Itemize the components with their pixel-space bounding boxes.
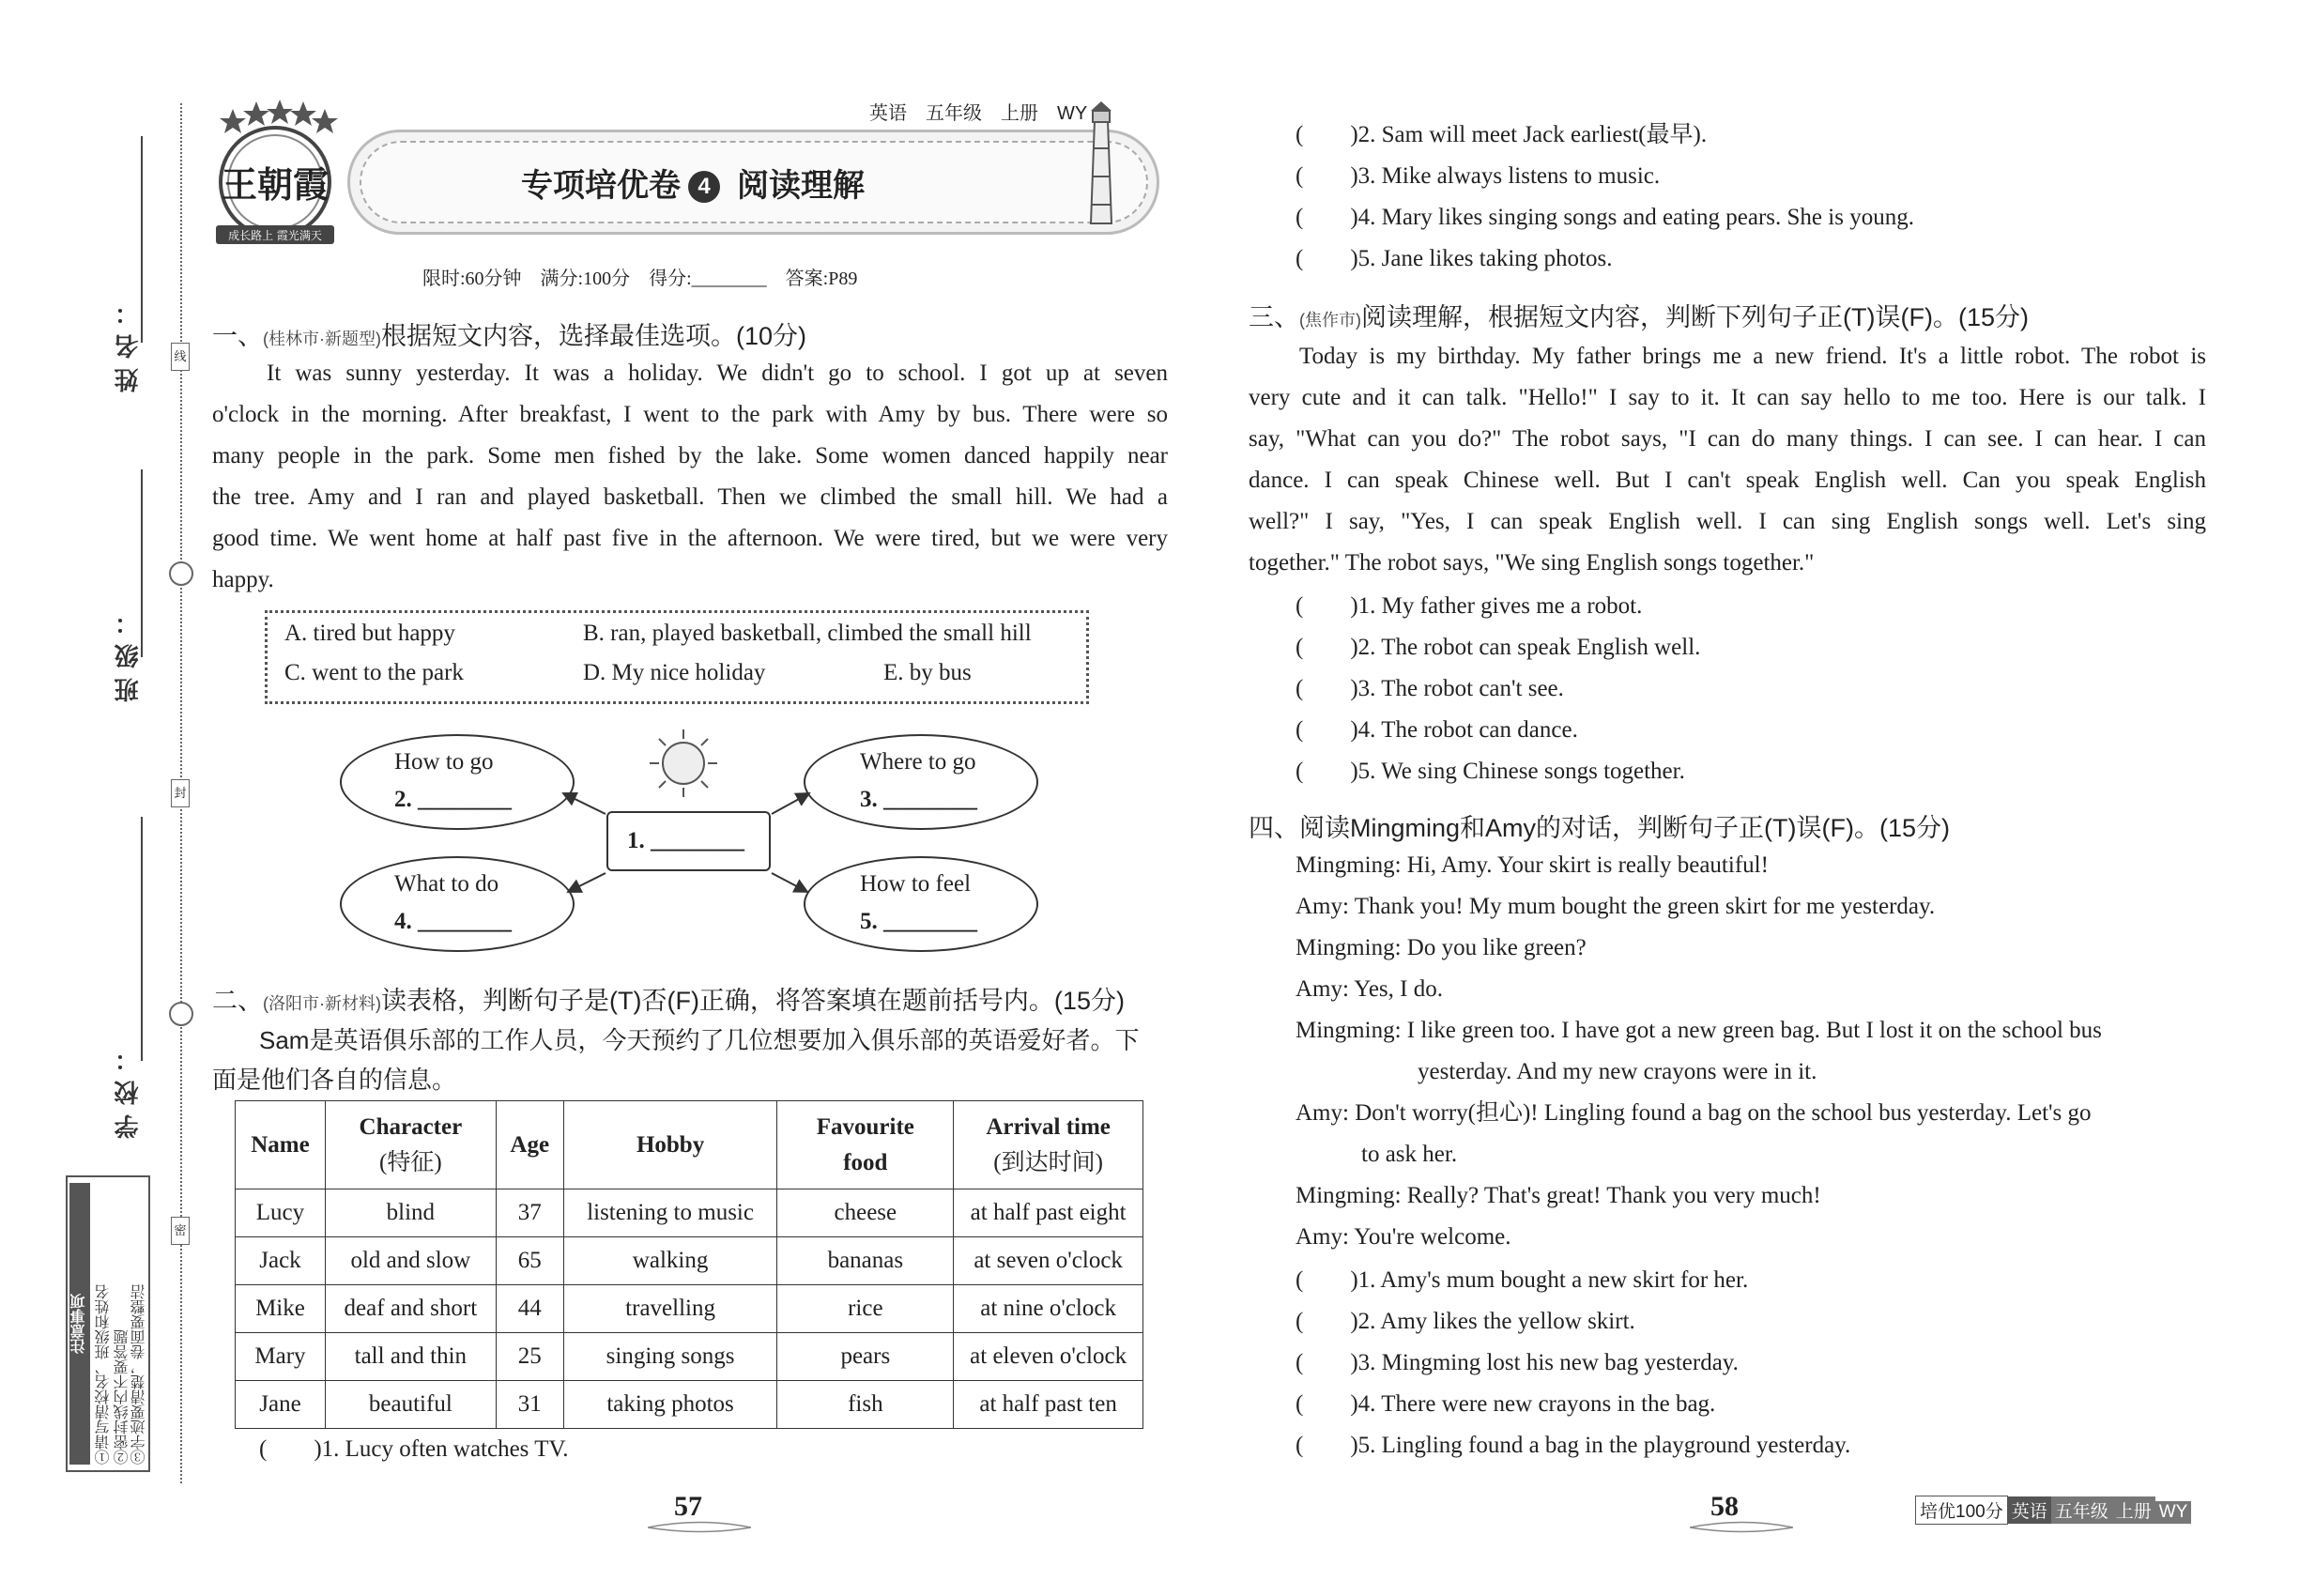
header-food-1: Favourite — [816, 1113, 914, 1140]
section2-heading — [212, 980, 1125, 1017]
footer-tag-edition: WY — [2155, 1501, 2192, 1524]
dialogue-line: Amy: Yes, I do. — [1296, 976, 1443, 1002]
s4-question-3[interactable]: ( )3. Mingming lost his new bag yesterday. — [1296, 1350, 1739, 1375]
option-d: D. My nice holiday — [583, 660, 766, 685]
how-to-go-label: How to go — [394, 749, 494, 775]
cell: fish — [777, 1381, 954, 1429]
subject-line: 英语 五年级 上册 WY — [869, 103, 1088, 124]
section2-intro-1: Sam是英语俱乐部的工作人员，今天预约了几位想要加入俱乐部的英语爱好者。下 — [259, 1026, 1140, 1054]
blank-4[interactable]: 4. ________ — [394, 909, 512, 934]
title-prefix: 专项培优卷 — [521, 168, 681, 204]
cell: old and slow — [325, 1237, 496, 1285]
note-3: ③字迹要清楚，卷面要整洁 — [131, 1284, 147, 1465]
notes-box — [66, 1175, 150, 1472]
brand-logo — [205, 96, 345, 246]
dialogue-line: to ask her. — [1361, 1142, 1458, 1167]
cell: bananas — [777, 1237, 954, 1285]
header-character-zh: (特征) — [379, 1149, 442, 1175]
table-row — [236, 1333, 1143, 1381]
school-label: 学校： — [115, 1037, 142, 1139]
passage-line: together." The robot says, "We sing English songs together." — [1249, 550, 1815, 575]
s2-questions-continued — [1296, 115, 1914, 280]
page-number-right: 58 — [1710, 1491, 1739, 1522]
cell: Jack — [236, 1237, 326, 1285]
passage-line: well?" I say, "Yes, I can speak English well. I can sing English songs well. Let's sing — [1249, 509, 2206, 534]
option-e: E. by bus — [883, 660, 972, 685]
section2-instruction: 读表格，判断句子是(T)否(F)正确，将答案填在题前括号内。(15分) — [380, 987, 1125, 1015]
section2-number: 二、 — [212, 987, 263, 1015]
s2-question-5[interactable]: ( )5. Jane likes taking photos. — [1296, 246, 1613, 271]
section1-passage — [212, 353, 1168, 601]
section3-number: 三、 — [1249, 303, 1299, 331]
oval-what-to-do — [340, 856, 575, 952]
passage-line: say, "What can you do?" The robot says, "I can do many things. I can see. I can hear. I can — [1249, 426, 2206, 452]
header-character-en: Character — [359, 1113, 463, 1140]
binding-hole-icon — [169, 561, 193, 586]
header-age: Age — [496, 1101, 563, 1189]
cell: Mary — [236, 1333, 326, 1381]
cell: deaf and short — [325, 1285, 496, 1333]
section4-instruction: 阅读Mingming和Amy的对话，判断句子正(T)误(F)。(15分) — [1299, 814, 1951, 842]
header-name: Name — [236, 1101, 326, 1189]
footer-tag-series: 培优100分 — [1915, 1496, 2008, 1525]
oval-where-to-go — [804, 734, 1038, 830]
table-row — [236, 1285, 1143, 1333]
exam-info-line: 限时:60分钟 满分:100分 得分:________ 答案:P89 — [422, 269, 858, 289]
cell: travelling — [563, 1285, 777, 1333]
s3-question-2[interactable]: ( )2. The robot can speak English well. — [1296, 635, 1701, 660]
section1-tag: (桂林市·新题型) — [263, 330, 381, 348]
passage-line: the tree. Amy and I ran and played basketball. Then we climbed the small hill. We had a — [212, 484, 1168, 510]
class-label: 班级： — [115, 601, 142, 702]
dialogue-line: Mingming: I like green too. I have got a new green bag. But I lost it on the school bus — [1296, 1018, 2102, 1043]
passage-line: good time. We went home at half past five in the afternoon. We were tired, but we were very — [212, 526, 1168, 551]
cell: walking — [563, 1237, 777, 1285]
cell: at half past ten — [954, 1381, 1143, 1429]
cell: singing songs — [563, 1333, 777, 1381]
seal-mark-mi: 密 — [171, 1217, 190, 1245]
section4-questions — [1296, 1260, 1850, 1466]
page-number-left: 57 — [674, 1491, 702, 1522]
section1-number: 一、 — [212, 322, 263, 350]
where-to-go-label: Where to go — [860, 749, 976, 775]
section3-instruction: 阅读理解，根据短文内容，判断下列句子正(T)误(F)。(15分) — [1361, 303, 2029, 331]
s3-question-1[interactable]: ( )1. My father gives me a robot. — [1296, 593, 1643, 619]
blank-3[interactable]: 3. ________ — [860, 787, 977, 812]
cell: rice — [777, 1285, 954, 1333]
oval-how-to-feel — [804, 856, 1038, 952]
cell: 37 — [496, 1189, 563, 1237]
table-row — [236, 1381, 1143, 1429]
section3-tag: (焦作市) — [1299, 311, 1361, 330]
how-to-feel-label: How to feel — [860, 871, 972, 897]
section4-number: 四、 — [1249, 814, 1299, 842]
binding-hole-icon — [169, 1002, 193, 1026]
section2-tag: (洛阳市·新材料) — [263, 994, 381, 1013]
header-character — [325, 1101, 496, 1189]
passage-line: very cute and it can talk. "Hello!" I say to it. It can say hello to me too. Here is our talk. I — [1249, 385, 2206, 410]
footer-series-tag — [1915, 1496, 2191, 1525]
lighthouse-icon — [1078, 101, 1125, 233]
footer-tag-grade: 五年级 — [2051, 1496, 2112, 1524]
blank-2[interactable]: 2. ________ — [394, 787, 512, 812]
dialogue-line: Amy: Thank you! My mum bought the green skirt for me yesterday. — [1296, 894, 1936, 919]
mindmap-center — [606, 811, 771, 871]
cell: blind — [325, 1189, 496, 1237]
header-arrival-en: Arrival time — [986, 1113, 1111, 1140]
cell: at half past eight — [954, 1189, 1143, 1237]
cell: 25 — [496, 1333, 563, 1381]
option-a: A. tired but happy — [284, 621, 455, 646]
cell: beautiful — [325, 1381, 496, 1429]
info-table — [235, 1100, 1143, 1429]
title-number-badge: 4 — [688, 171, 720, 203]
what-to-do-label: What to do — [394, 871, 499, 897]
option-c: C. went to the park — [284, 660, 464, 685]
cell: at eleven o'clock — [954, 1333, 1143, 1381]
passage-line: o'clock in the morning. After breakfast, I went to the park with Amy by bus. There were so — [212, 402, 1168, 427]
page-ornament-icon — [648, 1521, 751, 1534]
dialogue-line: Mingming: Do you like green? — [1296, 935, 1587, 960]
s2-question-3[interactable]: ( )3. Mike always listens to music. — [1296, 163, 1661, 189]
brand-slogan: 成长路上 霞光满天 — [228, 229, 322, 242]
table-row — [236, 1189, 1143, 1237]
header-arrival-zh: (到达时间) — [993, 1149, 1103, 1175]
passage-line: It was sunny yesterday. It was a holiday. We didn't go to school. I got up at seven — [267, 361, 1168, 386]
header-hobby: Hobby — [563, 1101, 777, 1189]
section3-heading — [1249, 297, 2029, 333]
header-food — [777, 1101, 954, 1189]
s3-question-5[interactable]: ( )5. We sing Chinese songs together. — [1296, 759, 1685, 784]
header-food-2: food — [843, 1149, 888, 1175]
s2-question-1[interactable]: ( )1. Lucy often watches TV. — [259, 1436, 569, 1462]
cell: taking photos — [563, 1381, 777, 1429]
blank-1[interactable]: 1. ________ — [627, 828, 744, 853]
cell: pears — [777, 1333, 954, 1381]
s4-question-4[interactable]: ( )4. There were new crayons in the bag. — [1296, 1391, 1716, 1417]
oval-how-to-go — [340, 734, 575, 830]
dialogue-line: yesterday. And my new crayons were in it. — [1418, 1059, 1817, 1084]
brand-name: 王朝霞 — [221, 163, 330, 206]
note-2: ②密封线内不要答题 — [115, 1329, 130, 1465]
dialogue-line: Amy: You're welcome. — [1296, 1224, 1511, 1250]
seal-mark-feng: 封 — [171, 779, 190, 807]
seal-mark-xian: 线 — [171, 343, 190, 371]
passage-line: happy. — [212, 567, 274, 592]
cell: at seven o'clock — [954, 1237, 1143, 1285]
cell: 65 — [496, 1237, 563, 1285]
section3-questions — [1296, 586, 1700, 792]
s2-question-2[interactable]: ( )2. Sam will meet Jack earliest(最早). — [1296, 122, 1708, 147]
passage-line: Today is my birthday. My father brings me a new friend. It's a little robot. The robot is — [1299, 344, 2206, 369]
cell: listening to music — [563, 1189, 777, 1237]
section3-passage — [1249, 336, 2206, 584]
s2-question-4[interactable]: ( )4. Mary likes singing songs and eating pears. She is young. — [1296, 205, 1914, 230]
blank-5[interactable]: 5. ________ — [860, 909, 977, 934]
school-underline — [141, 817, 143, 1061]
passage-line: many people in the park. Some men fished by the lake. Some women danced happily near — [212, 443, 1168, 468]
cell: Jane — [236, 1381, 326, 1429]
cell: cheese — [777, 1189, 954, 1237]
s4-question-2[interactable]: ( )2. Amy likes the yellow skirt. — [1296, 1309, 1635, 1334]
cell: Lucy — [236, 1189, 326, 1237]
s4-question-1[interactable]: ( )1. Amy's mum bought a new skirt for her. — [1296, 1267, 1749, 1293]
option-b: B. ran, played basketball, climbed the small hill — [583, 621, 1032, 646]
dialogue-line: Mingming: Really? That's great! Thank you very much! — [1296, 1183, 1821, 1208]
dialogue-line: Amy: Don't worry(担心)! Lingling found a bag on the school bus yesterday. Let's go — [1296, 1100, 2092, 1126]
cell: 44 — [496, 1285, 563, 1333]
s3-question-4[interactable]: ( )4. The robot can dance. — [1296, 717, 1578, 743]
note-1: ①请写清校名、班级和姓名 — [96, 1284, 112, 1465]
cell: at nine o'clock — [954, 1285, 1143, 1333]
page-ornament-icon — [1690, 1521, 1793, 1534]
title-suffix: 阅读理解 — [737, 168, 865, 204]
header-arrival — [954, 1101, 1143, 1189]
s4-question-5[interactable]: ( )5. Lingling found a bag in the playground yesterday. — [1296, 1433, 1851, 1458]
section2-intro-2: 面是他们各自的信息。 — [212, 1066, 457, 1094]
cell: Mike — [236, 1285, 326, 1333]
s3-question-3[interactable]: ( )3. The robot can't see. — [1296, 676, 1564, 701]
section1-instruction: 根据短文内容，选择最佳选项。(10分) — [380, 322, 806, 350]
footer-tag-volume: 上册 — [2112, 1496, 2155, 1524]
section1-heading — [212, 315, 806, 352]
dialogue-line: Mingming: Hi, Amy. Your skirt is really beautiful! — [1296, 852, 1769, 878]
table-header-row — [236, 1101, 1143, 1189]
page-title — [521, 160, 865, 206]
options-box — [265, 610, 1089, 704]
notes-title: 注意事项 — [69, 1183, 90, 1465]
section4-dialogue — [1296, 845, 2206, 1258]
cell: 31 — [496, 1381, 563, 1429]
table-row — [236, 1237, 1143, 1285]
cell: tall and thin — [325, 1333, 496, 1381]
section4-heading — [1249, 807, 1950, 844]
footer-tag-subject: 英语 — [2008, 1496, 2051, 1524]
name-label: 姓名： — [115, 291, 142, 392]
passage-line: dance. I can speak Chinese well. But I can't speak English well. Can you speak English — [1249, 468, 2206, 493]
